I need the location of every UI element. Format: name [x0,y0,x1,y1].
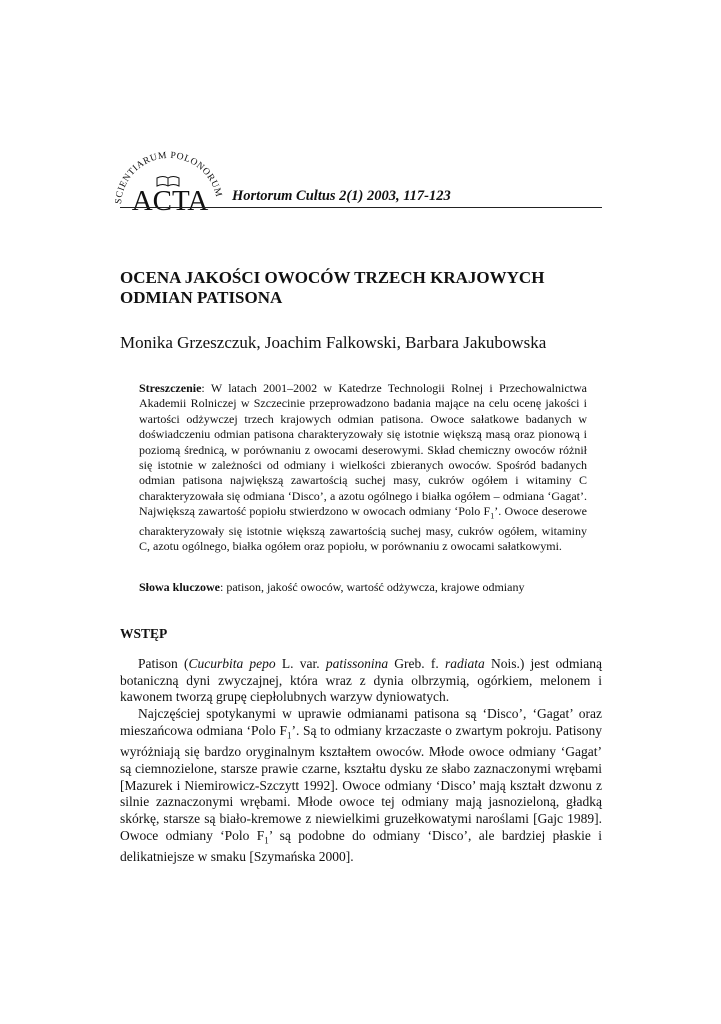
paragraph-2 [120,706,602,866]
paragraph-1 [120,656,602,706]
para1-latin-3: radiata [444,656,485,671]
body-text [120,656,602,866]
para1-latin-1: Cucurbita pepo [188,656,276,671]
title-line-2: ODMIAN PATISONA [120,288,283,307]
para2-subscript-2: 1 [264,835,269,846]
para1-text-d: Nois.) jest odmianą botaniczną dyni zwyczajnej, która wraz z dynia olbrzymią, ogórkiem, melonem i kawonem tworzą grupę ciepłolubnych warzyw dyniowatych. [120,656,603,705]
abstract-label: Streszczenie [139,381,202,395]
logo-acta-text: ACTA [131,185,209,212]
para1-text-b: L. var. [275,656,326,671]
para1-text-c: Greb. f. [388,656,445,671]
keywords [139,580,587,595]
author-list: Monika Grzeszczuk, Joachim Falkowski, Barbara Jakubowska [120,333,547,352]
header-rule [120,207,602,208]
abstract-text-end: ’. Owoce deserowe charakteryzowały się istotnie większą zawartością suchej masy, cukrów ogółem, witaminy C, azotu ogólnego, białka ogółem oraz popiołu, w porównaniu z owocami sałatkowymi. [139,504,588,554]
title-line-1: OCENA JAKOŚCI OWOCÓW TRZECH KRAJOWYCH [120,268,545,287]
logo-arc-text: SCIENTIARUM POLONORUM [113,150,224,205]
section-heading: WSTĘP [120,626,168,641]
keywords-text: : patison, jakość owoców, wartość odżywcza, krajowe odmiany [220,580,525,594]
para2-text-c: ’ są podobne do odmiany ‘Disco’, ale bardziej płaskie i delikatniejsze w smaku [Szymańska 2000]. [120,827,602,865]
abstract-text: : W latach 2001–2002 w Katedrze Technologii Rolnej i Przechowalnictwa Akademii Rolniczej w Szczecinie przeprowadzono badania mające na celu ocenę jakości i wartości odżywczej trzech krajowych odmian patisona. Owoce sałatkowe badanych w doświadczeniu odmian patisona charakteryzowały się istotnie większą masą oraz pionową i poziomą średnicą, w porównaniu z owocami deserowymi. Skład chemiczny owoców różnił się istotnie w zależności od odmiany i wielkości zbieranych owoców. Spośród badanych odmian patisona największą zawartością suchej masy, cukrów ogółem i witaminy C charakteryzowała się odmiana ‘Disco’, a azotu ogólnego i białka ogółem – odmiana ‘Gagat’. Największą zawartość popiołu stwierdzono w owocach odmiany ‘Polo F [139,381,587,519]
abstract [139,381,587,555]
journal-citation: Hortorum Cultus 2(1) 2003, 117-123 [232,188,451,204]
para1-text-a: Patison ( [138,656,189,671]
abstract-subscript: 1 [490,511,495,521]
journal-logo [112,140,224,212]
keywords-label: Słowa kluczowe [139,580,220,594]
para2-subscript-1: 1 [286,730,292,741]
para2-text-a: Najczęściej spotykanymi w uprawie odmianami patisona są ‘Disco’, ‘Gagat’ oraz mieszańcowa odmiana ‘Polo F [120,706,602,738]
para2-text-b: ’. Są to odmiany krzaczaste o zwartym pokroju. Patisony wyróżniają się bardzo oryginalnym kształtem owoców. Młode owoce odmiany ‘Gagat’ są ciemnozielone, starsze prawie czarne, kształtu dysku ze słabo zaznaczonymi wrębami [Mazurek i Niemirowicz-Szczytt 1992]. Owoce odmiany ‘Disco’ mają kształt dzwonu z silnie zaznaczonymi wrębami. Młode owoce tej odmiany mają jasnozieloną, gładką skórkę, starsze są biało-kremowe z niewielkimi gruzełkowatymi naroślami [Gajc 1989]. Owoce odmiany ‘Polo F [120,722,602,843]
para1-latin-2: patissonina [325,656,389,671]
article-title [120,268,600,308]
